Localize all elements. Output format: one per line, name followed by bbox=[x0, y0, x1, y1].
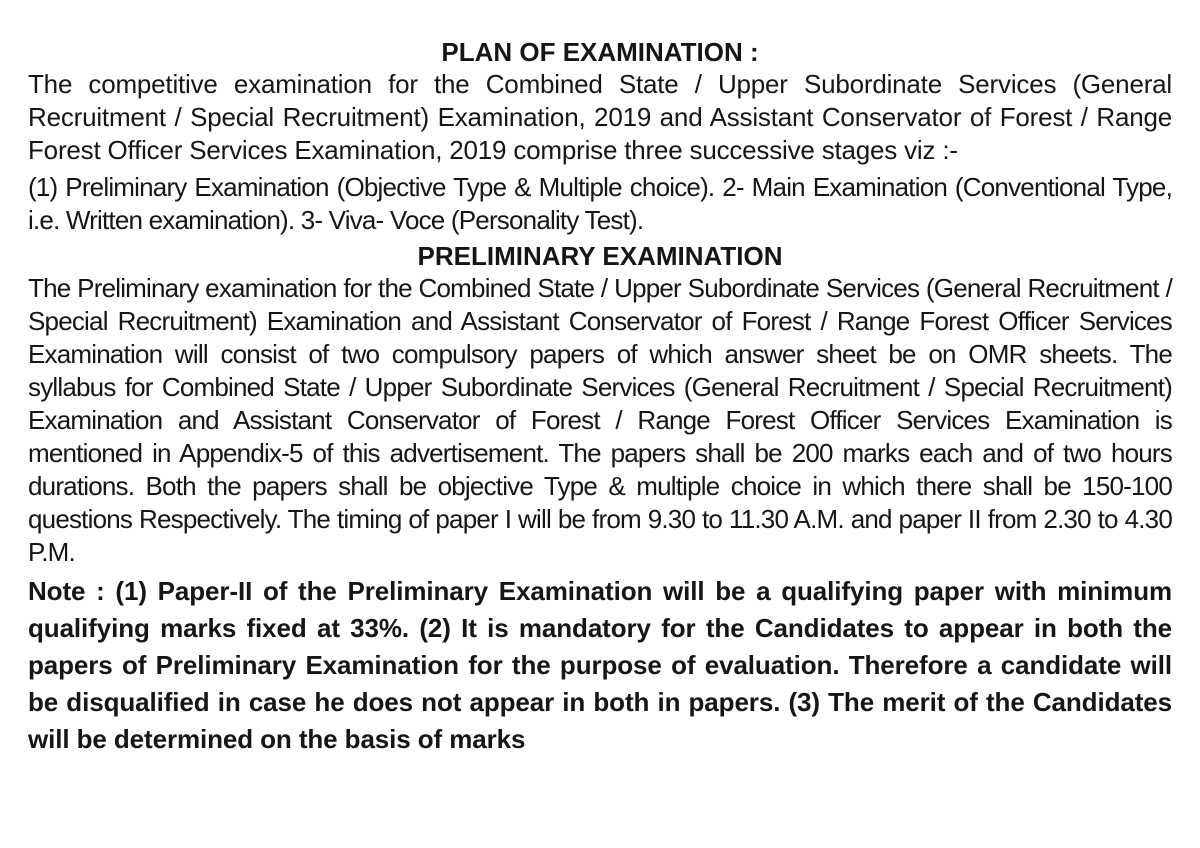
plan-heading: PLAN OF EXAMINATION : bbox=[441, 37, 759, 67]
plan-intro-paragraph: The competitive examination for the Combined State / Upper Subordinate Services (General Recruitment / Special Recruitment) Examination, 2019 and Assistant Conservator of Forest / Range Forest Officer Services Examination, 2019 comprise three successive stages viz :- bbox=[28, 69, 1172, 165]
preliminary-note-paragraph: Note : (1) Paper-II of the Preliminary Examination will be a qualifying paper with minimum qualifying marks fixed at 33%. (2) It is mandatory for the Candidates to appear in both the papers of Preliminary Examination for the purpose of evaluation. Therefore a candidate will be disqualified in case he does not appear in both in papers. (3) The merit of the Candidates will be determined on the basis of marks bbox=[28, 576, 1172, 754]
preliminary-heading: PRELIMINARY EXAMINATION bbox=[417, 241, 783, 271]
stages-paragraph: (1) Preliminary Examination (Objective Type & Multiple choice). 2- Main Examination (Conventional Type, i.e. Written examination). 3- Viva- Voce (Personality Test). bbox=[28, 172, 1172, 235]
preliminary-body-paragraph: The Preliminary examination for the Combined State / Upper Subordinate Services (General Recruitment / Special Recruitment) Examination and Assistant Conservator of Forest / Range Forest Officer Services Examination will consist of two compulsory papers of which answer sheet be on OMR sheets. The syllabus for Combined State / Upper Subordinate Services (General Recruitment / Special Recruitment) Examination and Assistant Conservator of Forest / Range Forest Officer Services Examination is mentioned in Appendix-5 of this advertisement. The papers shall be 200 marks each and of two hours durations. Both the papers shall be objective Type & multiple choice in which there shall be 150-100 questions Respectively. The timing of paper I will be from 9.30 to 11.30 A.M. and paper II from 2.30 to 4.30 P.M. bbox=[28, 273, 1172, 567]
